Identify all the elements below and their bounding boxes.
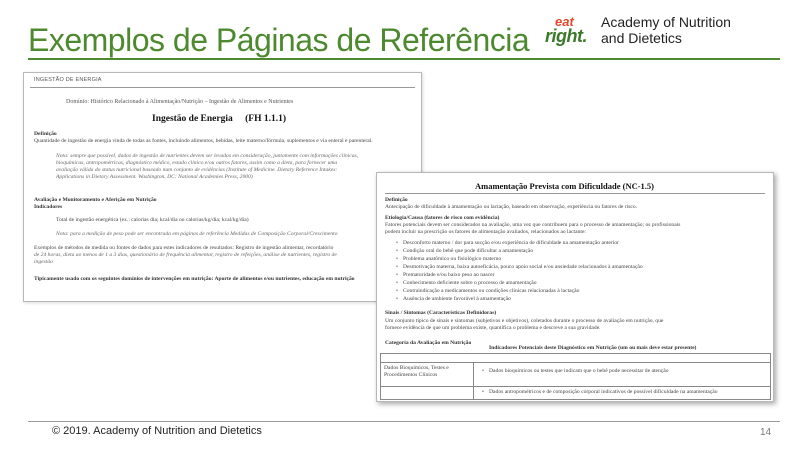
page-a-note-line-2: bioquímicas, antropométricas, diagnóstico médico, estado clínico e/ou outros fatores, assim como a dieta, para fornecer uma [56,160,338,166]
page-b-signs-line-1: Um conjunto típico de sinais e sintomas (subjetivos e objetivos), coletados durante o processo de avaliação em nutrição, que [385,318,664,324]
page-a-header: INGESTÃO DE ENERGIA [34,77,102,83]
page-a-methods-line-3: ingestão [34,259,53,265]
table-column-divider [473,362,474,399]
page-b-bullet-1 [403,240,767,247]
page-b-title-rule [385,193,765,194]
page-a-code: (FH 1.1.1) [245,114,287,124]
page-b-bullet-6 [403,280,767,287]
logo-wordmark [601,14,731,46]
page-a-note-line-4: Applications in Dietary Assessment. Washington, DC: National Academies Press, 2000) [56,174,253,180]
table-cell-indicator-2-text: Dados antropométricos e de composição corporal indicativos de possível dificuldade na amamentação [489,389,718,395]
page-b-bullet-8 [403,296,767,303]
reference-page-breastfeeding [376,172,774,402]
page-a-note-line-3: avaliação válida do status nutricional baseado num conjunto de evidências (Institute of Medicine. Dietary Reference Intakes: [56,167,338,173]
page-b-bullet-3 [403,256,767,263]
page-a-indicators-head: Indicadores [34,204,63,210]
page-b-etiology-head: Etiologia/Causa (fatores de risco com evidência) [385,215,500,221]
eatright-logo-icon [545,14,597,48]
page-a-title-text: Ingestão de Energia [152,114,233,124]
logo-line-1: Academy of Nutrition [601,14,731,30]
page-b-etiology-line-2: podem incluir na prescrição os fatores de alimentação avaliados, relacionados ao lactante: [385,229,586,235]
page-a-typical-line-1: Tipicamente usado com os seguintes domínios de intervenções em nutrição: Aporte de alimentos e/ou nutrientes, educação em nutrição [34,276,355,282]
page-b-bullet-7-text: Contraindicação a medicamentos ou condições clínicas relacionadas à lactação [403,288,580,294]
page-a-indicator-note: Nota: para a medição de peso pode ser encontrada em páginas de referência Medidas de Composição Corporal/Crescimento [56,231,338,237]
table-rule [381,362,770,363]
page-b-bullet-8-text: Ausência de ambiente favorável à amamentação [403,296,511,302]
page-b-bullet-4-text: Desmotivação materna, baixa autoeficácia, pouco apoio social e/ou ansiedade relacionados à amamentação [403,264,643,270]
table-cell-indicator-1-text: Dados bioquímicos ou testes que indicam que o bebê pode necessitar de atenção [489,368,669,374]
academy-logo [545,14,785,48]
footer-copyright: © 2019. Academy of Nutrition and Dietetics [52,425,262,437]
page-number: 14 [760,427,772,438]
table-cell-category-1: Dados Bioquímicos, Testes e Procedimentos Clínicos [384,365,449,379]
table-cell-indicator-2 [489,389,767,396]
page-b-definition-head: Definição [385,197,408,203]
page-a-methods-line-1: Exemplos de métodos de medida ou fontes de dados para estes indicadores de resultados: Registro de ingestão alimentar, recordatório [34,245,334,251]
logo-line-2: and Dietetics [601,30,682,46]
page-b-bullet-2-text: Condição oral do bebê que pode dificultar a amamentação [403,248,534,254]
page-b-bullet-1-text: Desconforto materno / dor para sucção e/ou experiência de dificuldade na amamentação anterior [403,240,619,246]
page-a-definition-text: Quantidade de ingestão de energia vinda de todas as fontes, incluindo alimentos, bebidas, leite materno/fórmula, suplementos e via enteral e parenteral. [34,138,373,144]
page-b-bullet-7 [403,288,767,295]
page-a-header-rule [30,87,415,88]
page-b-bullet-4 [403,264,767,271]
page-a-domain: Domínio: Histórico Relacionado à Alimentação/Nutrição – Ingestão de Alimentos e Nutrientes [66,99,294,105]
page-a-note-line-1: Nota: sempre que possível, dados de ingestão de nutrientes devem ser levados em consideração, juntamente com informações clínicas, [56,153,359,159]
slide-title: Exemplos de Páginas de Referência [28,22,530,58]
page-b-bullet-5-text: Prematuridade e/ou baixo peso ao nascer [403,272,495,278]
page-b-bullet-3-text: Problema anatômico ou fisiológico materno [403,256,502,262]
page-b-table-header-category: Categoria da Avaliação em Nutrição [385,340,472,346]
page-b-signs-head: Sinais / Sintomas (Características Definidoras) [385,310,497,316]
page-a-indicator-1: Total de ingestão energética (ex.: calorias dia; kcal/dia ou calorias/kg/dia; kcal/kg/dia) [56,217,249,223]
page-b-etiology-line-1: Fatores potenciais devem ser considerados na avaliação, uma vez que contribuem para o processo de amamentação; os profissionais [385,222,681,228]
page-b-assessment-table [380,353,771,400]
title-underline [28,58,780,60]
page-a-definition-head: Definição [34,131,57,137]
reference-page-energy-intake [23,72,422,302]
page-b-signs-line-2: fornece evidência de que um problema existe, quantifica o problema e descreve a sua gravidade. [385,325,601,331]
page-a-section-head: Avaliação e Monitoramento e Aferição em Nutrição [34,197,157,203]
page-b-title: Amamentação Prevista com Dificuldade (NC-1.5) [475,181,655,191]
logo-eat-text: eat [555,14,574,29]
table-cell-indicator-1 [489,368,767,375]
logo-right-text: right. [545,26,587,46]
footer-rule [28,421,780,422]
page-b-table-header-indicators: Indicadores Potenciais deste Diagnóstico em Nutrição (um ou mais deve estar presente) [489,345,697,351]
page-b-bullet-5 [403,272,767,279]
page-a-methods-line-2: de 24 horas, dieta ao menos de 1 a 3 dias, questionário de frequência alimentar, registro de refeições, análise de nutrientes, registro de [34,252,337,258]
page-b-bullet-2 [403,248,767,255]
page-a-title [152,114,286,124]
page-b-bullet-6-text: Conhecimento deficiente sobre o processo de amamentação [403,280,537,286]
table-rule [381,386,770,387]
page-b-definition-text: Antecipação de dificuldade à amamentação ou lactação, baseado em observação, experiência ou fatores de risco. [385,204,638,210]
